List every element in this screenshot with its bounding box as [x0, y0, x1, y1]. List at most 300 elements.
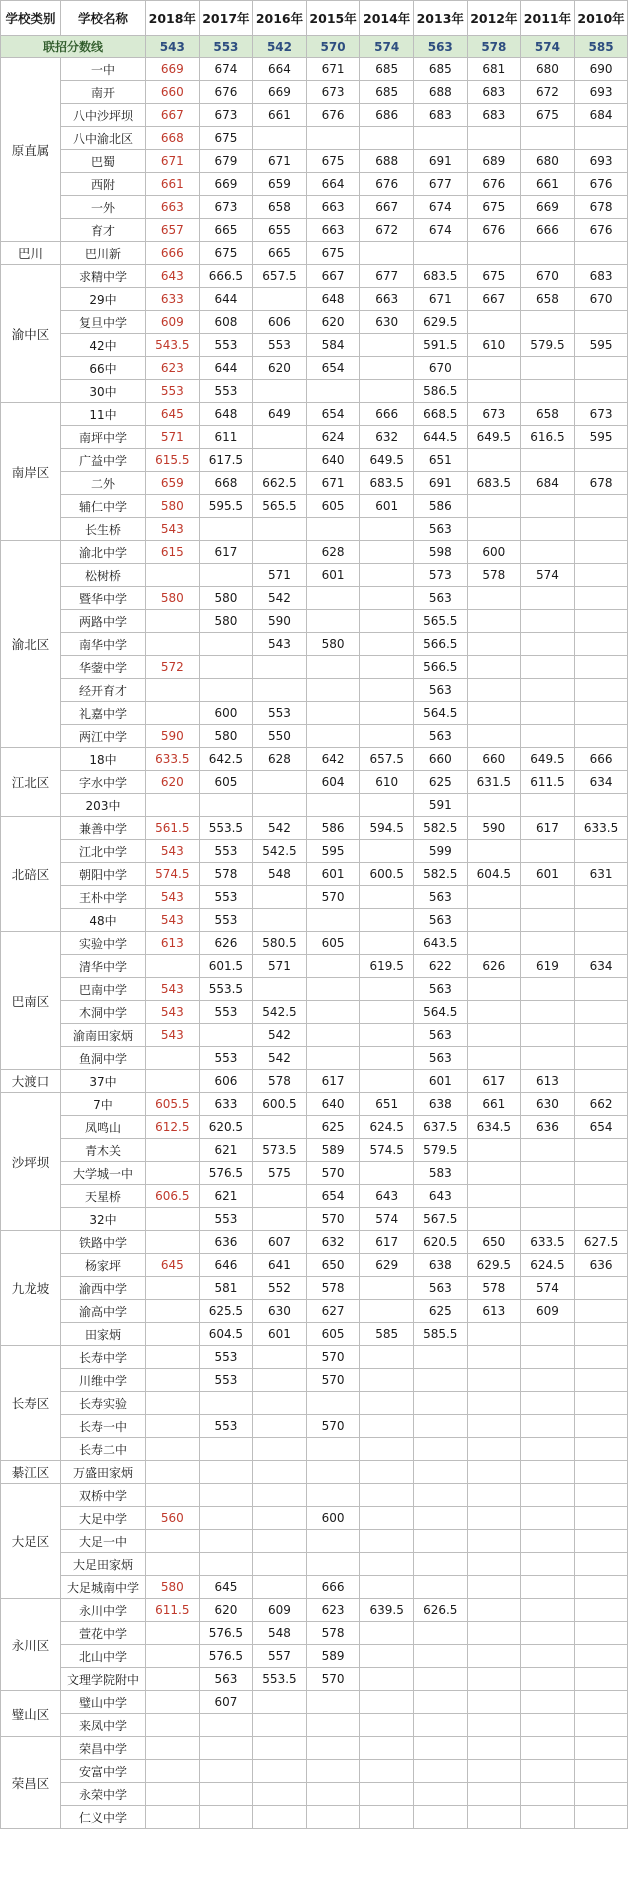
score-cell: [360, 633, 414, 656]
score-cell: 636: [199, 1231, 253, 1254]
school-name-cell: 长寿一中: [61, 1415, 146, 1438]
school-name-cell: 32中: [61, 1208, 146, 1231]
score-cell: 595: [306, 840, 360, 863]
score-cell: [413, 1668, 467, 1691]
score-cell: [253, 1737, 307, 1760]
category-cell: 荣昌区: [1, 1737, 61, 1829]
score-cell: 574: [360, 1208, 414, 1231]
score-cell: 639.5: [360, 1599, 414, 1622]
score-cell: 669: [146, 58, 200, 81]
score-cell: 644: [199, 288, 253, 311]
table-row: [1, 426, 628, 449]
school-name-cell: 辅仁中学: [61, 495, 146, 518]
score-cell: [360, 656, 414, 679]
score-cell: [467, 1369, 521, 1392]
score-cell: [146, 955, 200, 978]
score-cell: 574: [521, 1277, 575, 1300]
score-cell: [413, 1806, 467, 1829]
score-cell: 624.5: [521, 1254, 575, 1277]
score-cell: [413, 1392, 467, 1415]
score-cell: 646: [199, 1254, 253, 1277]
score-cell: 667: [306, 265, 360, 288]
score-cell: [146, 1806, 200, 1829]
category-cell: 渝北区: [1, 541, 61, 748]
table-row: [1, 840, 628, 863]
score-cell: 643: [360, 1185, 414, 1208]
score-cell: [467, 1507, 521, 1530]
score-cell: 580: [199, 610, 253, 633]
score-cell: 667: [360, 196, 414, 219]
score-cell: [467, 1737, 521, 1760]
score-cell: 648: [199, 403, 253, 426]
score-cell: 579.5: [521, 334, 575, 357]
table-row: [1, 541, 628, 564]
category-cell: 巴南区: [1, 932, 61, 1070]
score-cell: [360, 1553, 414, 1576]
score-cell: 590: [146, 725, 200, 748]
score-cell: 601: [253, 1323, 307, 1346]
table-row: [1, 403, 628, 426]
score-cell: 580: [199, 725, 253, 748]
score-cell: 601: [360, 495, 414, 518]
score-cell: [146, 1277, 200, 1300]
school-name-cell: 7中: [61, 1093, 146, 1116]
score-cell: [574, 1277, 628, 1300]
score-cell: 620: [253, 357, 307, 380]
score-cell: [146, 1461, 200, 1484]
school-name-cell: 凤鸣山: [61, 1116, 146, 1139]
score-cell: 671: [306, 472, 360, 495]
score-cell: 570: [306, 1415, 360, 1438]
score-cell: 617: [360, 1231, 414, 1254]
score-cell: 617: [306, 1070, 360, 1093]
score-cell: 667: [467, 288, 521, 311]
score-cell: [521, 587, 575, 610]
score-cell: [146, 1668, 200, 1691]
score-cell: [253, 909, 307, 932]
table-row: [1, 587, 628, 610]
school-name-cell: 八中沙坪坝: [61, 104, 146, 127]
score-cell: 623: [306, 1599, 360, 1622]
score-cell: [521, 794, 575, 817]
score-cell: 565.5: [413, 610, 467, 633]
score-cell: 632: [306, 1231, 360, 1254]
category-cell: 巴川: [1, 242, 61, 265]
score-cell: [574, 1760, 628, 1783]
score-cell: [467, 1691, 521, 1714]
score-cell: 650: [306, 1254, 360, 1277]
table-body: [1, 58, 628, 1829]
score-cell: [306, 1438, 360, 1461]
score-cell: [467, 1001, 521, 1024]
score-cell: [521, 1392, 575, 1415]
score-cell: 675: [467, 196, 521, 219]
score-cell: 677: [413, 173, 467, 196]
score-cell: 612.5: [146, 1116, 200, 1139]
score-cell: [360, 840, 414, 863]
header-year-2017: 2017年: [199, 1, 253, 36]
score-cell: 657.5: [253, 265, 307, 288]
table-row: [1, 909, 628, 932]
score-cell: [146, 1208, 200, 1231]
score-cell: [467, 1484, 521, 1507]
score-cell: 617.5: [199, 449, 253, 472]
score-cell: [574, 679, 628, 702]
school-name-cell: 璧山中学: [61, 1691, 146, 1714]
score-cell: [360, 1277, 414, 1300]
score-cell: [253, 518, 307, 541]
score-cell: [146, 1484, 200, 1507]
category-cell: 璧山区: [1, 1691, 61, 1737]
score-cell: [467, 1392, 521, 1415]
score-cell: 572: [146, 656, 200, 679]
score-cell: 633.5: [146, 748, 200, 771]
score-cell: [467, 1599, 521, 1622]
score-cell: 688: [360, 150, 414, 173]
score-cell: [574, 1346, 628, 1369]
score-cell: [146, 633, 200, 656]
score-cell: [360, 1668, 414, 1691]
score-cell: 553.5: [199, 817, 253, 840]
score-cell: 658: [521, 288, 575, 311]
school-name-cell: 鱼洞中学: [61, 1047, 146, 1070]
score-cell: [574, 1622, 628, 1645]
score-cell: 649: [253, 403, 307, 426]
score-cell: [146, 564, 200, 587]
score-cell: [521, 242, 575, 265]
score-cell: 666: [306, 1576, 360, 1599]
score-cell: 683: [467, 104, 521, 127]
score-cell: [146, 1346, 200, 1369]
score-cell: [521, 679, 575, 702]
score-cell: [574, 1783, 628, 1806]
table-row: [1, 1346, 628, 1369]
score-cell: [467, 1668, 521, 1691]
score-cell: 578: [253, 1070, 307, 1093]
score-cell: 553: [199, 1415, 253, 1438]
score-cell: [306, 1553, 360, 1576]
score-cell: 616.5: [521, 426, 575, 449]
score-cell: [253, 1714, 307, 1737]
score-cell: 553.5: [253, 1668, 307, 1691]
score-cell: [413, 1438, 467, 1461]
score-cell: 566.5: [413, 656, 467, 679]
score-cell: 580: [306, 633, 360, 656]
score-cell: [413, 1645, 467, 1668]
score-cell: 560: [146, 1507, 200, 1530]
score-cell: 625: [413, 1300, 467, 1323]
score-cell: [306, 1691, 360, 1714]
header-category: 学校类别: [1, 1, 61, 36]
score-cell: [467, 1530, 521, 1553]
school-name-cell: 江北中学: [61, 840, 146, 863]
score-cell: [146, 610, 200, 633]
score-cell: [467, 1806, 521, 1829]
table-row: [1, 1714, 628, 1737]
score-cell: 673: [199, 196, 253, 219]
score-cell: 543: [146, 1024, 200, 1047]
score-cell: 620.5: [413, 1231, 467, 1254]
score-cell: 633.5: [574, 817, 628, 840]
score-cell: 580: [146, 587, 200, 610]
score-cell: [413, 1783, 467, 1806]
score-cell: [413, 1415, 467, 1438]
score-cell: 626: [199, 932, 253, 955]
score-cell: 657.5: [360, 748, 414, 771]
category-cell: 长寿区: [1, 1346, 61, 1461]
score-cell: [467, 1208, 521, 1231]
score-cell: 570: [306, 1668, 360, 1691]
school-name-cell: 两江中学: [61, 725, 146, 748]
score-cell: [521, 127, 575, 150]
score-cell: [521, 886, 575, 909]
score-cell: [467, 610, 521, 633]
score-cell: 662: [574, 1093, 628, 1116]
score-cell: [574, 1668, 628, 1691]
score-cell: [360, 886, 414, 909]
school-name-cell: 203中: [61, 794, 146, 817]
score-cell: 613: [521, 1070, 575, 1093]
score-cell: 609: [253, 1599, 307, 1622]
score-cell: 563: [413, 1024, 467, 1047]
score-cell: 619.5: [360, 955, 414, 978]
score-cell: [360, 541, 414, 564]
score-cell: 649.5: [467, 426, 521, 449]
score-cell: [521, 1507, 575, 1530]
score-cell: [521, 1576, 575, 1599]
score-cell: 606: [199, 1070, 253, 1093]
score-cell: 600.5: [253, 1093, 307, 1116]
score-cell: [467, 1323, 521, 1346]
score-cell: 644: [199, 357, 253, 380]
table-row: [1, 357, 628, 380]
school-name-cell: 安富中学: [61, 1760, 146, 1783]
score-cell: 640: [306, 449, 360, 472]
score-cell: [574, 1691, 628, 1714]
score-cell: [467, 1783, 521, 1806]
score-cell: [521, 1530, 575, 1553]
score-cell: 621: [199, 1185, 253, 1208]
score-cell: 672: [521, 81, 575, 104]
score-cell: [253, 1783, 307, 1806]
score-cell: [467, 1461, 521, 1484]
score-cell: [521, 1024, 575, 1047]
score-cell: 563: [413, 1047, 467, 1070]
score-cell: [521, 1323, 575, 1346]
score-cell: [306, 1806, 360, 1829]
score-cell: [521, 1001, 575, 1024]
table-row: [1, 1185, 628, 1208]
table-row: [1, 771, 628, 794]
category-cell: 大足区: [1, 1484, 61, 1599]
score-cell: 631: [574, 863, 628, 886]
score-cell: 564.5: [413, 1001, 467, 1024]
score-cell: 548: [253, 1622, 307, 1645]
score-cell: [467, 1576, 521, 1599]
score-cell: [306, 1001, 360, 1024]
score-cell: 578: [467, 1277, 521, 1300]
school-name-cell: 实验中学: [61, 932, 146, 955]
score-cell: 627.5: [574, 1231, 628, 1254]
score-cell: [360, 1369, 414, 1392]
score-cell: 690: [574, 58, 628, 81]
table-row: [1, 1576, 628, 1599]
score-cell: 679: [199, 150, 253, 173]
score-cell: [467, 1714, 521, 1737]
score-cell: [199, 1530, 253, 1553]
table-row: [1, 196, 628, 219]
school-name-cell: 杨家坪: [61, 1254, 146, 1277]
score-cell: [413, 242, 467, 265]
score-cell: 634: [574, 771, 628, 794]
score-cell: [199, 1438, 253, 1461]
category-cell: 沙坪坝: [1, 1093, 61, 1231]
score-cell: 633.5: [521, 1231, 575, 1254]
school-name-cell: 字水中学: [61, 771, 146, 794]
score-cell: 566.5: [413, 633, 467, 656]
score-cell: [146, 1714, 200, 1737]
table-row: [1, 150, 628, 173]
table-row: [1, 679, 628, 702]
score-cell: 586.5: [413, 380, 467, 403]
header-year-2011: 2011年: [521, 1, 575, 36]
school-name-cell: 北山中学: [61, 1645, 146, 1668]
score-cell: 678: [574, 472, 628, 495]
score-cell: 630: [253, 1300, 307, 1323]
baseline-value: 585: [574, 36, 628, 58]
score-cell: [253, 1691, 307, 1714]
score-cell: 638: [413, 1093, 467, 1116]
school-name-cell: 复旦中学: [61, 311, 146, 334]
school-name-cell: 巴川新: [61, 242, 146, 265]
score-cell: 676: [467, 173, 521, 196]
baseline-value: 563: [413, 36, 467, 58]
score-cell: [574, 518, 628, 541]
table-row: [1, 863, 628, 886]
table-row: [1, 1599, 628, 1622]
score-cell: 605: [306, 1323, 360, 1346]
score-cell: [467, 357, 521, 380]
score-cell: 600: [199, 702, 253, 725]
score-cell: [253, 1530, 307, 1553]
score-cell: [467, 679, 521, 702]
score-cell: 620: [199, 1599, 253, 1622]
score-cell: 589: [306, 1139, 360, 1162]
table-row: [1, 656, 628, 679]
score-cell: 610: [360, 771, 414, 794]
score-cell: [574, 886, 628, 909]
score-cell: 563: [413, 886, 467, 909]
score-cell: 681: [467, 58, 521, 81]
school-name-cell: 渝西中学: [61, 1277, 146, 1300]
category-cell: 原直属: [1, 58, 61, 242]
score-cell: 591: [413, 794, 467, 817]
score-cell: [146, 1645, 200, 1668]
score-cell: 626: [467, 955, 521, 978]
score-cell: [521, 1438, 575, 1461]
score-cell: [413, 1484, 467, 1507]
score-cell: 677: [360, 265, 414, 288]
score-cell: 578: [306, 1622, 360, 1645]
table-row: [1, 334, 628, 357]
score-cell: 663: [306, 196, 360, 219]
score-cell: 666.5: [199, 265, 253, 288]
score-cell: [521, 495, 575, 518]
score-cell: 553: [199, 1047, 253, 1070]
table-row: [1, 1024, 628, 1047]
table-row: [1, 702, 628, 725]
score-cell: 578: [306, 1277, 360, 1300]
score-cell: [521, 541, 575, 564]
score-cell: [253, 1461, 307, 1484]
score-cell: 668: [146, 127, 200, 150]
score-cell: [413, 127, 467, 150]
score-cell: [467, 656, 521, 679]
school-name-cell: 萱花中学: [61, 1622, 146, 1645]
score-cell: 674: [199, 58, 253, 81]
score-cell: [574, 1139, 628, 1162]
score-cell: [146, 1139, 200, 1162]
score-cell: 660: [467, 748, 521, 771]
score-cell: [360, 1806, 414, 1829]
score-cell: 686: [360, 104, 414, 127]
score-cell: 662.5: [253, 472, 307, 495]
table-row: [1, 1507, 628, 1530]
score-cell: 676: [574, 219, 628, 242]
score-cell: [360, 1300, 414, 1323]
score-cell: [521, 1139, 575, 1162]
score-cell: 658: [253, 196, 307, 219]
score-cell: [467, 311, 521, 334]
score-cell: 574.5: [360, 1139, 414, 1162]
score-cell: [521, 1737, 575, 1760]
score-cell: 563: [413, 909, 467, 932]
score-cell: [360, 1691, 414, 1714]
score-cell: [574, 1001, 628, 1024]
table-row: [1, 1530, 628, 1553]
score-cell: [360, 564, 414, 587]
score-cell: 670: [574, 288, 628, 311]
score-cell: 660: [146, 81, 200, 104]
score-cell: 659: [146, 472, 200, 495]
score-cell: 680: [521, 150, 575, 173]
score-cell: [306, 1484, 360, 1507]
score-cell: [146, 1530, 200, 1553]
score-cell: 688: [413, 81, 467, 104]
school-name-cell: 西附: [61, 173, 146, 196]
table-row: [1, 748, 628, 771]
score-cell: [574, 1737, 628, 1760]
school-name-cell: 经开育才: [61, 679, 146, 702]
score-cell: 570: [306, 1208, 360, 1231]
table-row: [1, 449, 628, 472]
score-cell: 574.5: [146, 863, 200, 886]
score-cell: 655: [253, 219, 307, 242]
score-cell: [253, 449, 307, 472]
score-cell: 553: [199, 334, 253, 357]
baseline-value: 578: [467, 36, 521, 58]
score-cell: 664: [253, 58, 307, 81]
score-cell: 553: [199, 886, 253, 909]
score-cell: 633: [146, 288, 200, 311]
score-cell: [467, 886, 521, 909]
school-name-cell: 南华中学: [61, 633, 146, 656]
school-name-cell: 二外: [61, 472, 146, 495]
school-name-cell: 华蓥中学: [61, 656, 146, 679]
score-cell: [574, 541, 628, 564]
score-cell: 661: [253, 104, 307, 127]
score-cell: [199, 1484, 253, 1507]
